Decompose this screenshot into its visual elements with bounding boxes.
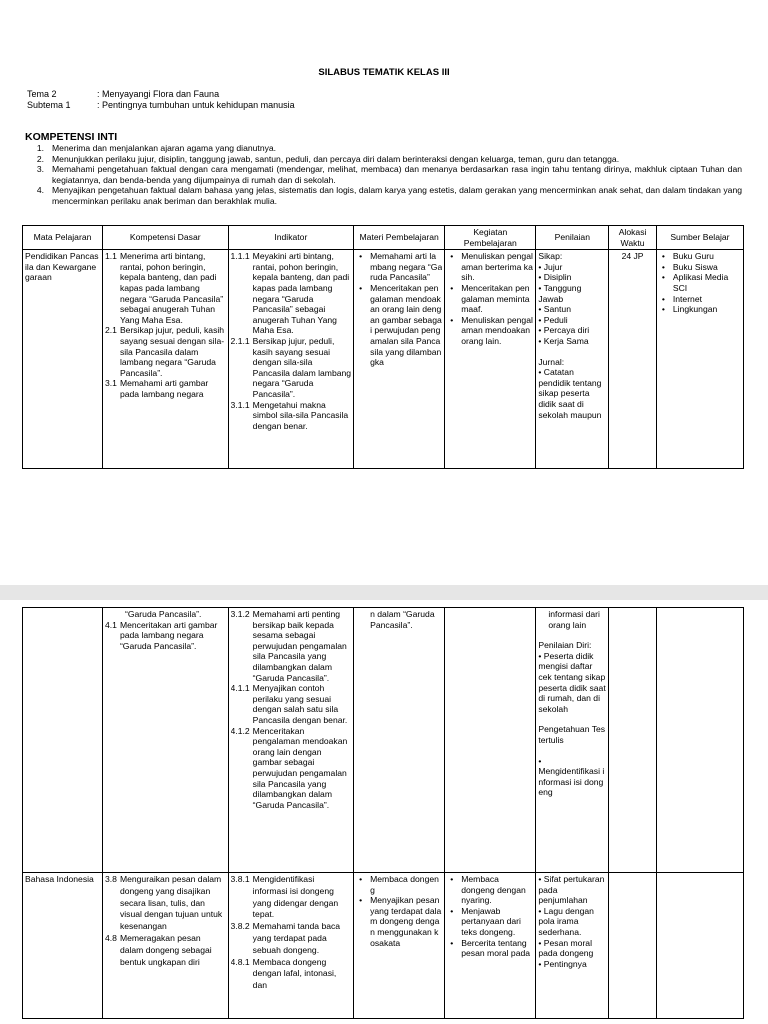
syllabus-table-continued [22,607,744,1019]
ki-text: Menerima dan menjalankan ajaran agama yang dianutnya. [52,143,277,153]
indikator-number: 3.8.2 [230,921,250,932]
header-mata-pelajaran: Mata Pelajaran [23,226,103,250]
indikator-item [231,726,352,811]
indikator-text: Memahami tanda baca yang terdapat pada sebuah dongeng. [252,921,341,955]
indikator-text: Mengetahui makna simbol sila-sila Pancasila dengan benar. [252,399,349,431]
page-gap [0,585,768,600]
sikap-item: • Tanggung Jawab [538,282,582,304]
cell-materi [354,873,445,1019]
kd-item [105,620,226,652]
meta-value: : Menyayangi Flora dan Fauna [97,89,220,99]
pengetahuan-text: Mengidentifikasi informasi isi dongeng [538,766,605,798]
materi-text: n dalam “Garuda Pancasila”. [370,609,435,630]
indikator-text: Bersikap jujur, peduli, kasih sayang sesuai dengan sila-sila Pancasila dalam lambang negara “Garuda Pancasila”. [252,335,352,399]
syllabus-table [22,225,744,469]
indikator-text: Menceritakan pengalaman mendoakan orang lain dengan gambar sebagai perwujudan pengamalan sila Pancasila yang dilambangkan dalam “Garuda Pancasila”. [252,725,348,810]
jurnal-text: • Catatan pendidik tentang sikap peserta didik saat di sekolah maupun [538,367,602,420]
indikator-number: 4.1.2 [230,725,250,736]
penilaian-item: • Sifat pertukaran pada penjumlahan [538,874,605,906]
ki-number: 2. [36,153,44,164]
kd-number: 2.1 [104,325,117,336]
indikator-number: 3.1.2 [230,609,250,619]
cell-penilaian [536,873,609,1019]
cell-penilaian [536,608,609,873]
kd-number: 3.1 [104,378,117,389]
meta-key: Tema 2 [27,89,57,99]
mapel-text: Bahasa Indonesia [25,874,94,884]
kd-text: Memeragakan pesan dalam dongeng sebagai bentuk ungkapan diri [119,932,212,967]
cell-kompetensi-dasar [102,608,228,873]
kd-item [105,933,226,968]
sumber-item: • Buku Guru [659,251,741,262]
sumber-item: • Internet [659,294,741,305]
ki-heading: KOMPETENSI INTI [25,131,118,143]
header-kompetensi-dasar: Kompetensi Dasar [102,226,228,250]
cell-kegiatan [445,873,536,1019]
sikap-item: • Santun [538,304,571,315]
kegiatan-item: • Menuliskan pengalaman mendoakan orang lain. [447,315,533,347]
ki-item [27,164,742,185]
indikator-item [231,400,352,432]
header-indikator: Indikator [228,226,354,250]
sikap-item: • Jujur [538,261,563,272]
pengetahuan-bullet: • [538,755,542,766]
sikap-item: • Percaya diri [538,325,590,336]
ki-list [27,143,742,207]
kegiatan-item: • Membaca dongeng dengan nyaring. [447,874,533,906]
kd-text: Memahami arti gambar pada lambang negara [119,378,209,399]
penilaian-diri-label: Penilaian Diri: [538,640,592,651]
kd-number: 4.1 [104,619,117,630]
meta-key: Subtema 1 [27,100,71,110]
indikator-text: Mengidentifikasi informasi isi dongeng yang didengar dengan tepat. [252,874,339,920]
kd-number: 4.8 [104,932,117,943]
penilaian-item: • Lagu dengan pola irama sederhana. [538,905,594,937]
mapel-text: Pendidikan Pancasila dan Kewarganegaraan [25,251,99,283]
meta-subtema [27,100,295,110]
pengetahuan-label: Pengetahuan Tes tertulis [538,724,606,745]
ki-item [27,154,742,165]
kegiatan-item: • Menuliskan pengalaman berterima kasih. [447,251,533,283]
indikator-number: 3.1.1 [230,399,250,410]
cell-sumber-belajar [656,250,743,469]
kd-text: Menguraikan pesan dalam dongeng yang disajikan secara lisan, tulis, dan visual dengan tujuan untuk kesenangan [119,874,223,932]
table-header-row [23,226,744,250]
indikator-item [231,874,352,921]
cell-materi [354,608,445,873]
penilaian-item: • Pentingnya [538,958,587,969]
header-materi: Materi Pembelajaran [354,226,445,250]
materi-item: • Memahami arti lambang negara “Garuda Pancasila” [356,251,442,283]
kegiatan-item: • Menjawab pertanyaan dari teks dongeng. [447,906,533,938]
cell-penilaian [536,250,609,469]
indikator-number: 2.1.1 [230,335,250,346]
indikator-number: 1.1.1 [230,251,250,262]
meta-tema [27,89,219,99]
ki-text: Menunjukkan perilaku jujur, disiplin, tanggung jawab, santun, peduli, dan percaya diri dalam berinteraksi dengan keluarga, teman, guru dan tetangga. [52,153,620,164]
sumber-item: • Aplikasi Media SCI [659,272,741,293]
cell-alokasi-waktu [609,608,657,873]
sikap-item: • Kerja Sama [538,335,589,346]
table-row [23,250,744,469]
cell-alokasi-waktu [609,873,657,1019]
indikator-text: Membaca dongeng dengan lafal, intonasi, dan [252,956,337,991]
kd-number: 1.1 [104,251,117,262]
kd-item [105,325,226,378]
cell-kompetensi-dasar [102,873,228,1019]
ki-number: 1. [36,143,44,153]
ki-item [27,185,742,206]
indikator-item [231,336,352,400]
kd-item [105,609,226,620]
sikap-item: • Disiplin [538,272,572,283]
kd-item [105,251,226,325]
cell-kompetensi-dasar [102,250,228,469]
sumber-item: • Buku Siswa [659,262,741,273]
kd-item [105,378,226,399]
header-penilaian: Penilaian [536,226,609,250]
indikator-item [231,683,352,725]
ki-number: 3. [36,164,44,175]
meta-value: : Pentingnya tumbuhan untuk kehidupan manusia [97,100,295,110]
cell-indikator [228,608,354,873]
indikator-item [231,921,352,956]
kd-item [105,874,226,933]
header-sumber-belajar: Sumber Belajar [656,226,743,250]
materi-item: • Menyajikan pesan yang terdapat dalam dongeng dengan menggunakan kosakata [356,895,442,948]
cell-mata-pelajaran [23,608,103,873]
kegiatan-item: • Menceritakan pengalaman meminta maaf. [447,283,533,315]
page-2 [0,600,768,1024]
kegiatan-item: • Bercerita tentang pesan moral pada [447,938,533,959]
kd-text: Menerima arti bintang, rantai, pohon beringin, kepala banteng, dan padi kapas pada lambang negara “Garuda Pancasila” sebagai anugerah Tuhan Yang Maha Esa. [119,251,224,325]
cell-mata-pelajaran [23,873,103,1019]
indikator-item [231,609,352,683]
indikator-item [231,957,352,992]
indikator-text: Menyajikan contoh perilaku yang sesuai dengan salah satu sila Pancasila dengan benar. [252,683,348,725]
table-row [23,608,744,873]
kd-text: “Garuda Pancasila”. [124,609,202,619]
header-kegiatan: Kegiatan Pembelajaran [445,226,536,250]
penilaian-continued: informasi dari orang lain [548,609,600,630]
cell-indikator [228,873,354,1019]
sikap-item: • Peduli [538,314,568,325]
document-title: SILABUS TEMATIK KELAS III [318,67,450,78]
sikap-label: Sikap: [538,251,563,262]
indikator-number: 4.1.1 [230,683,250,694]
ki-text: Memahami pengetahuan faktual dengan cara mengamati (mendengar, melihat, membaca) dan menanya berdasarkan rasa ingin tahu tentang dirinya, makhluk ciptaan Tuhan dan kegiatannya, dan benda-benda yang dijumpainya di rumah dan di sekolah. [52,164,742,185]
header-alokasi-waktu: Alokasi Waktu [609,226,657,250]
cell-materi [354,250,445,469]
kd-text: Bersikap jujur, peduli, kasih sayang sesuai dengan sila-sila Pancasila dalam lambang negara “Garuda Pancasila”. [119,325,225,378]
cell-indikator [228,250,354,469]
cell-kegiatan [445,608,536,873]
materi-item: • Membaca dongeng [356,874,442,895]
ki-number: 4. [36,185,44,196]
jurnal-label: Jurnal: [538,356,565,367]
cell-sumber-belajar [656,608,743,873]
cell-kegiatan [445,250,536,469]
materi-item: • Menceritakan pengalaman mendoakan orang lain dengan gambar sebagai perwujudan pengamalan sila Pancasila yang dilambangka [356,283,442,368]
penilaian-diri-text: • Peserta didik mengisi daftar cek tentang sikap peserta didik saat di rumah, dan di sekolah [538,650,606,714]
kd-number: 3.8 [104,874,117,884]
indikator-number: 3.8.1 [230,874,250,884]
indikator-item [231,251,352,336]
cell-sumber-belajar [656,873,743,1019]
indikator-text: Memahami arti penting bersikap baik kepada sesama sebagai perwujudan pengamalan sila Pancasila yang dilambangkan dalam “Garuda Pancasila”. [252,609,347,683]
penilaian-item: • Pesan moral pada dongeng [538,937,594,959]
ki-text: Menyajikan pengetahuan faktual dalam bahasa yang jelas, sistematis dan logis, dalam karya yang estetis, dalam gerakan yang mencerminkan anak sehat, dan dalam tindakan yang mencerminkan perilaku anak beriman dan berakhlak mulia. [52,185,742,206]
sumber-item: • Lingkungan [659,304,741,315]
indikator-text: Meyakini arti bintang, rantai, pohon beringin, kepala banteng, dan padi kapas pada lambang negara “Garuda Pancasila” sebagai anugerah Tuhan Yang Maha Esa. [252,251,350,336]
cell-alokasi-waktu: 24 JP [609,250,657,469]
ki-item [27,143,742,154]
kd-text: Menceritakan arti gambar pada lambang negara “Garuda Pancasila”. [119,619,218,651]
cell-mata-pelajaran [23,250,103,469]
indikator-number: 4.8.1 [230,956,250,967]
table-row [23,873,744,1019]
